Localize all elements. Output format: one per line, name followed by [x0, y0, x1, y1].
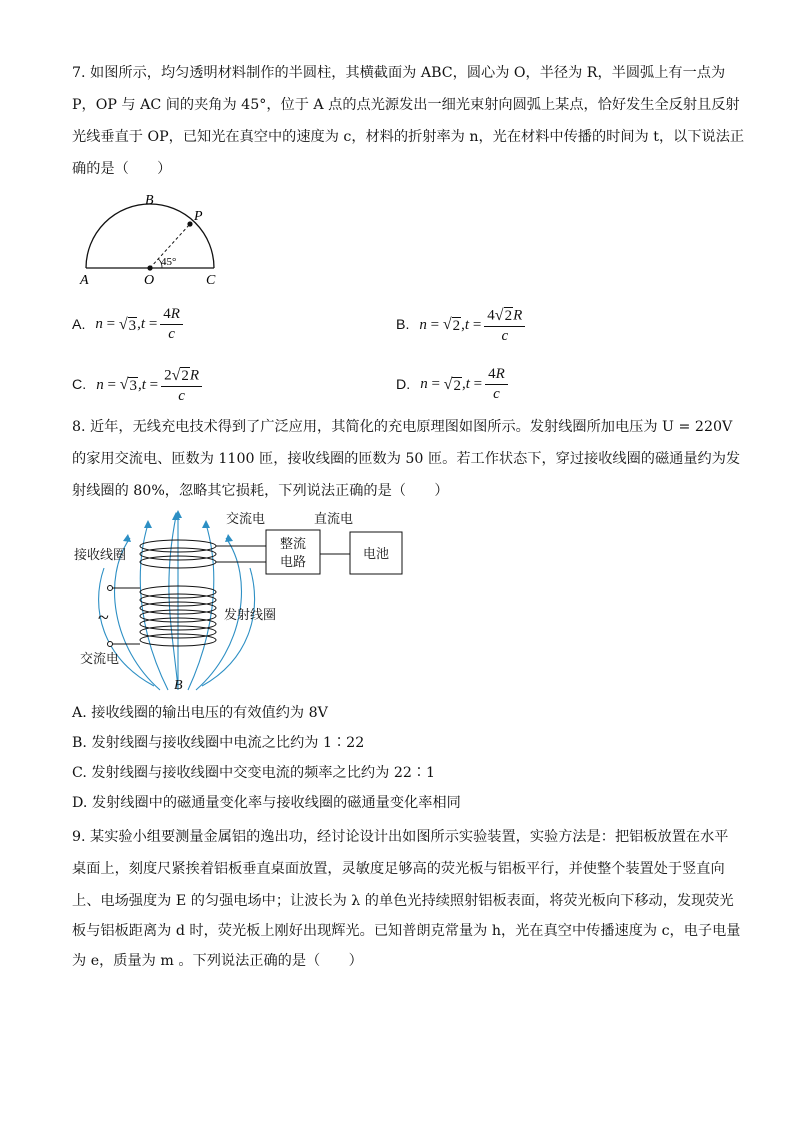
- terminal-bottom: [108, 642, 113, 647]
- q7-option-a[interactable]: A. n = √ 3 , t = $\frac{4R}{c}$: [72, 306, 183, 343]
- option-letter: B.: [396, 317, 410, 334]
- q8-option-c[interactable]: C. 发射线圈与接收线圈中交变电流的频率之比约为 22∶1: [72, 765, 436, 781]
- label-receiver: 接收线圈: [74, 548, 127, 563]
- q8-line-3: 射线圈的 80%，忽略其它损耗，下列说法正确的是（ ）: [72, 483, 449, 499]
- label-p: P: [194, 209, 203, 224]
- q7-option-d[interactable]: D. n = √ 2 , t = $\frac{4R}{c}$: [396, 366, 508, 403]
- label-transmitter: 发射线圈: [224, 608, 277, 623]
- label-battery: 电池: [363, 547, 390, 562]
- q8-option-a[interactable]: A. 接收线圈的输出电压的有效值约为 8V: [72, 705, 328, 721]
- label-field-b: B: [174, 678, 183, 693]
- q9-line-2: 桌面上，刻度尺紧挨着铝板垂直桌面放置，灵敏度足够高的荧光板与铝板平行，并使整个装置处于竖直向: [72, 861, 725, 877]
- point-p: [187, 221, 192, 226]
- option-letter: C.: [72, 377, 87, 394]
- angle-label: 45°: [161, 256, 177, 268]
- label-rectifier-2: 电路: [280, 555, 307, 570]
- q9-line-4: 板与铝板距离为 d 时，荧光板上刚好出现辉光。已知普朗克常量为 h，光在真空中传播速度为 c，电子电量: [72, 923, 741, 939]
- label-dc-top: 直流电: [314, 512, 354, 527]
- label-a: A: [80, 273, 89, 288]
- q9-line-1: 9. 某实验小组要测量金属铝的逸出功，经讨论设计出如图所示实验装置，实验方法是：把铝板放置在水平: [72, 829, 729, 845]
- q7-line-3: 光线垂直于 OP，已知光在真空中的速度为 c，材料的折射率为 n，光在材料中传播的时间为 t，以下说法正: [72, 129, 745, 145]
- label-ac-bottom: 交流电: [80, 652, 120, 667]
- option-letter: A.: [72, 316, 86, 333]
- terminal-top: [108, 586, 113, 591]
- option-letter: D.: [396, 376, 411, 393]
- label-tilde: ~: [98, 607, 109, 629]
- q8-line-1: 8. 近年，无线充电技术得到了广泛应用，其简化的充电原理图如图所示。发射线圈所加电压为 U = 220V: [72, 419, 733, 435]
- label-c: C: [206, 273, 216, 288]
- semicircle-figure: [72, 188, 232, 288]
- q9-line-5: 为 e，质量为 m 。下列说法正确的是（ ）: [72, 953, 363, 969]
- q8-line-2: 的家用交流电、匝数为 1100 匝，接收线圈的匝数为 50 匝。若工作状态下，穿过接收线圈的磁通量约为发: [72, 451, 741, 467]
- q7-line-4: 确的是（ ）: [72, 161, 172, 177]
- q9-line-3: 上、电场强度为 E 的匀强电场中；让波长为 λ 的单色光持续照射铝板表面，将荧光板向下移动，发现荧光: [72, 893, 734, 909]
- label-rectifier-1: 整流: [280, 537, 307, 552]
- q7-line-2: P，OP 与 AC 间的夹角为 45°，位于 A 点的点光源发出一细光束射向圆弧上某点，恰好发生全反射且反射: [72, 97, 740, 113]
- wireless-charging-figure: [72, 508, 412, 696]
- label-b: B: [145, 193, 154, 208]
- label-ac-top: 交流电: [226, 512, 266, 527]
- q8-option-b[interactable]: B. 发射线圈与接收线圈中电流之比约为 1∶22: [72, 735, 365, 751]
- q7-option-c[interactable]: C. n = √ 3 , t = 2 √ 2 R c: [72, 366, 202, 405]
- point-o: [147, 265, 152, 270]
- q7-option-b[interactable]: B. n = √ 2 , t = 4 √ 2 R c: [396, 306, 525, 345]
- label-o: O: [144, 273, 155, 288]
- q7-line-1: 7. 如图所示，均匀透明材料制作的半圆柱，其横截面为 ABC，圆心为 O，半径为 R，半圆弧上有一点为: [72, 65, 726, 81]
- q8-option-d[interactable]: D. 发射线圈中的磁通量变化率与接收线圈的磁通量变化率相同: [72, 795, 461, 811]
